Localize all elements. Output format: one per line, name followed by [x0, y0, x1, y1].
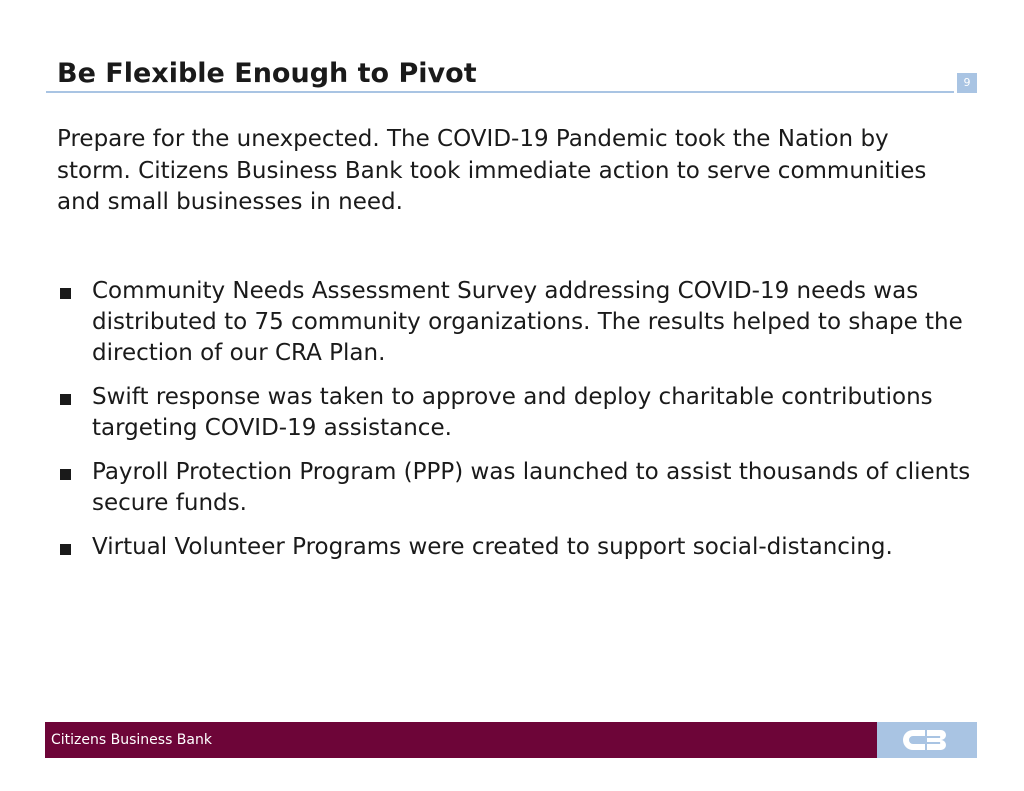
square-bullet-icon: [60, 288, 71, 299]
square-bullet-icon: [60, 469, 71, 480]
slide-title: Be Flexible Enough to Pivot: [57, 58, 477, 89]
logo-box: [877, 722, 977, 758]
bullet-text: Swift response was taken to approve and deploy charitable contributions targeting COVID-19 assistance.: [92, 384, 933, 441]
bullet-item: [57, 382, 972, 444]
square-bullet-icon: [60, 394, 71, 405]
bullet-list: [57, 276, 972, 576]
intro-paragraph: Prepare for the unexpected. The COVID-19 Pandemic took the Nation by storm. Citizens Business Bank took immediate action to serve communities and small businesses in need.: [57, 126, 927, 215]
footer-bar: [45, 722, 877, 758]
bullet-text: Virtual Volunteer Programs were created to support social-distancing.: [92, 534, 893, 560]
bullet-text: Community Needs Assessment Survey addressing COVID-19 needs was distributed to 75 community organizations. The results helped to shape the direction of our CRA Plan.: [92, 278, 963, 366]
square-bullet-icon: [60, 544, 71, 555]
footer-company-name: Citizens Business Bank: [51, 732, 212, 748]
cb-logo-icon: [901, 727, 953, 753]
bullet-item: [57, 276, 972, 369]
title-underline: [46, 91, 954, 93]
page-number-badge: 9: [957, 73, 977, 93]
bullet-text: Payroll Protection Program (PPP) was launched to assist thousands of clients secure funds.: [92, 459, 971, 516]
bullet-item: [57, 532, 972, 563]
bullet-item: [57, 457, 972, 519]
